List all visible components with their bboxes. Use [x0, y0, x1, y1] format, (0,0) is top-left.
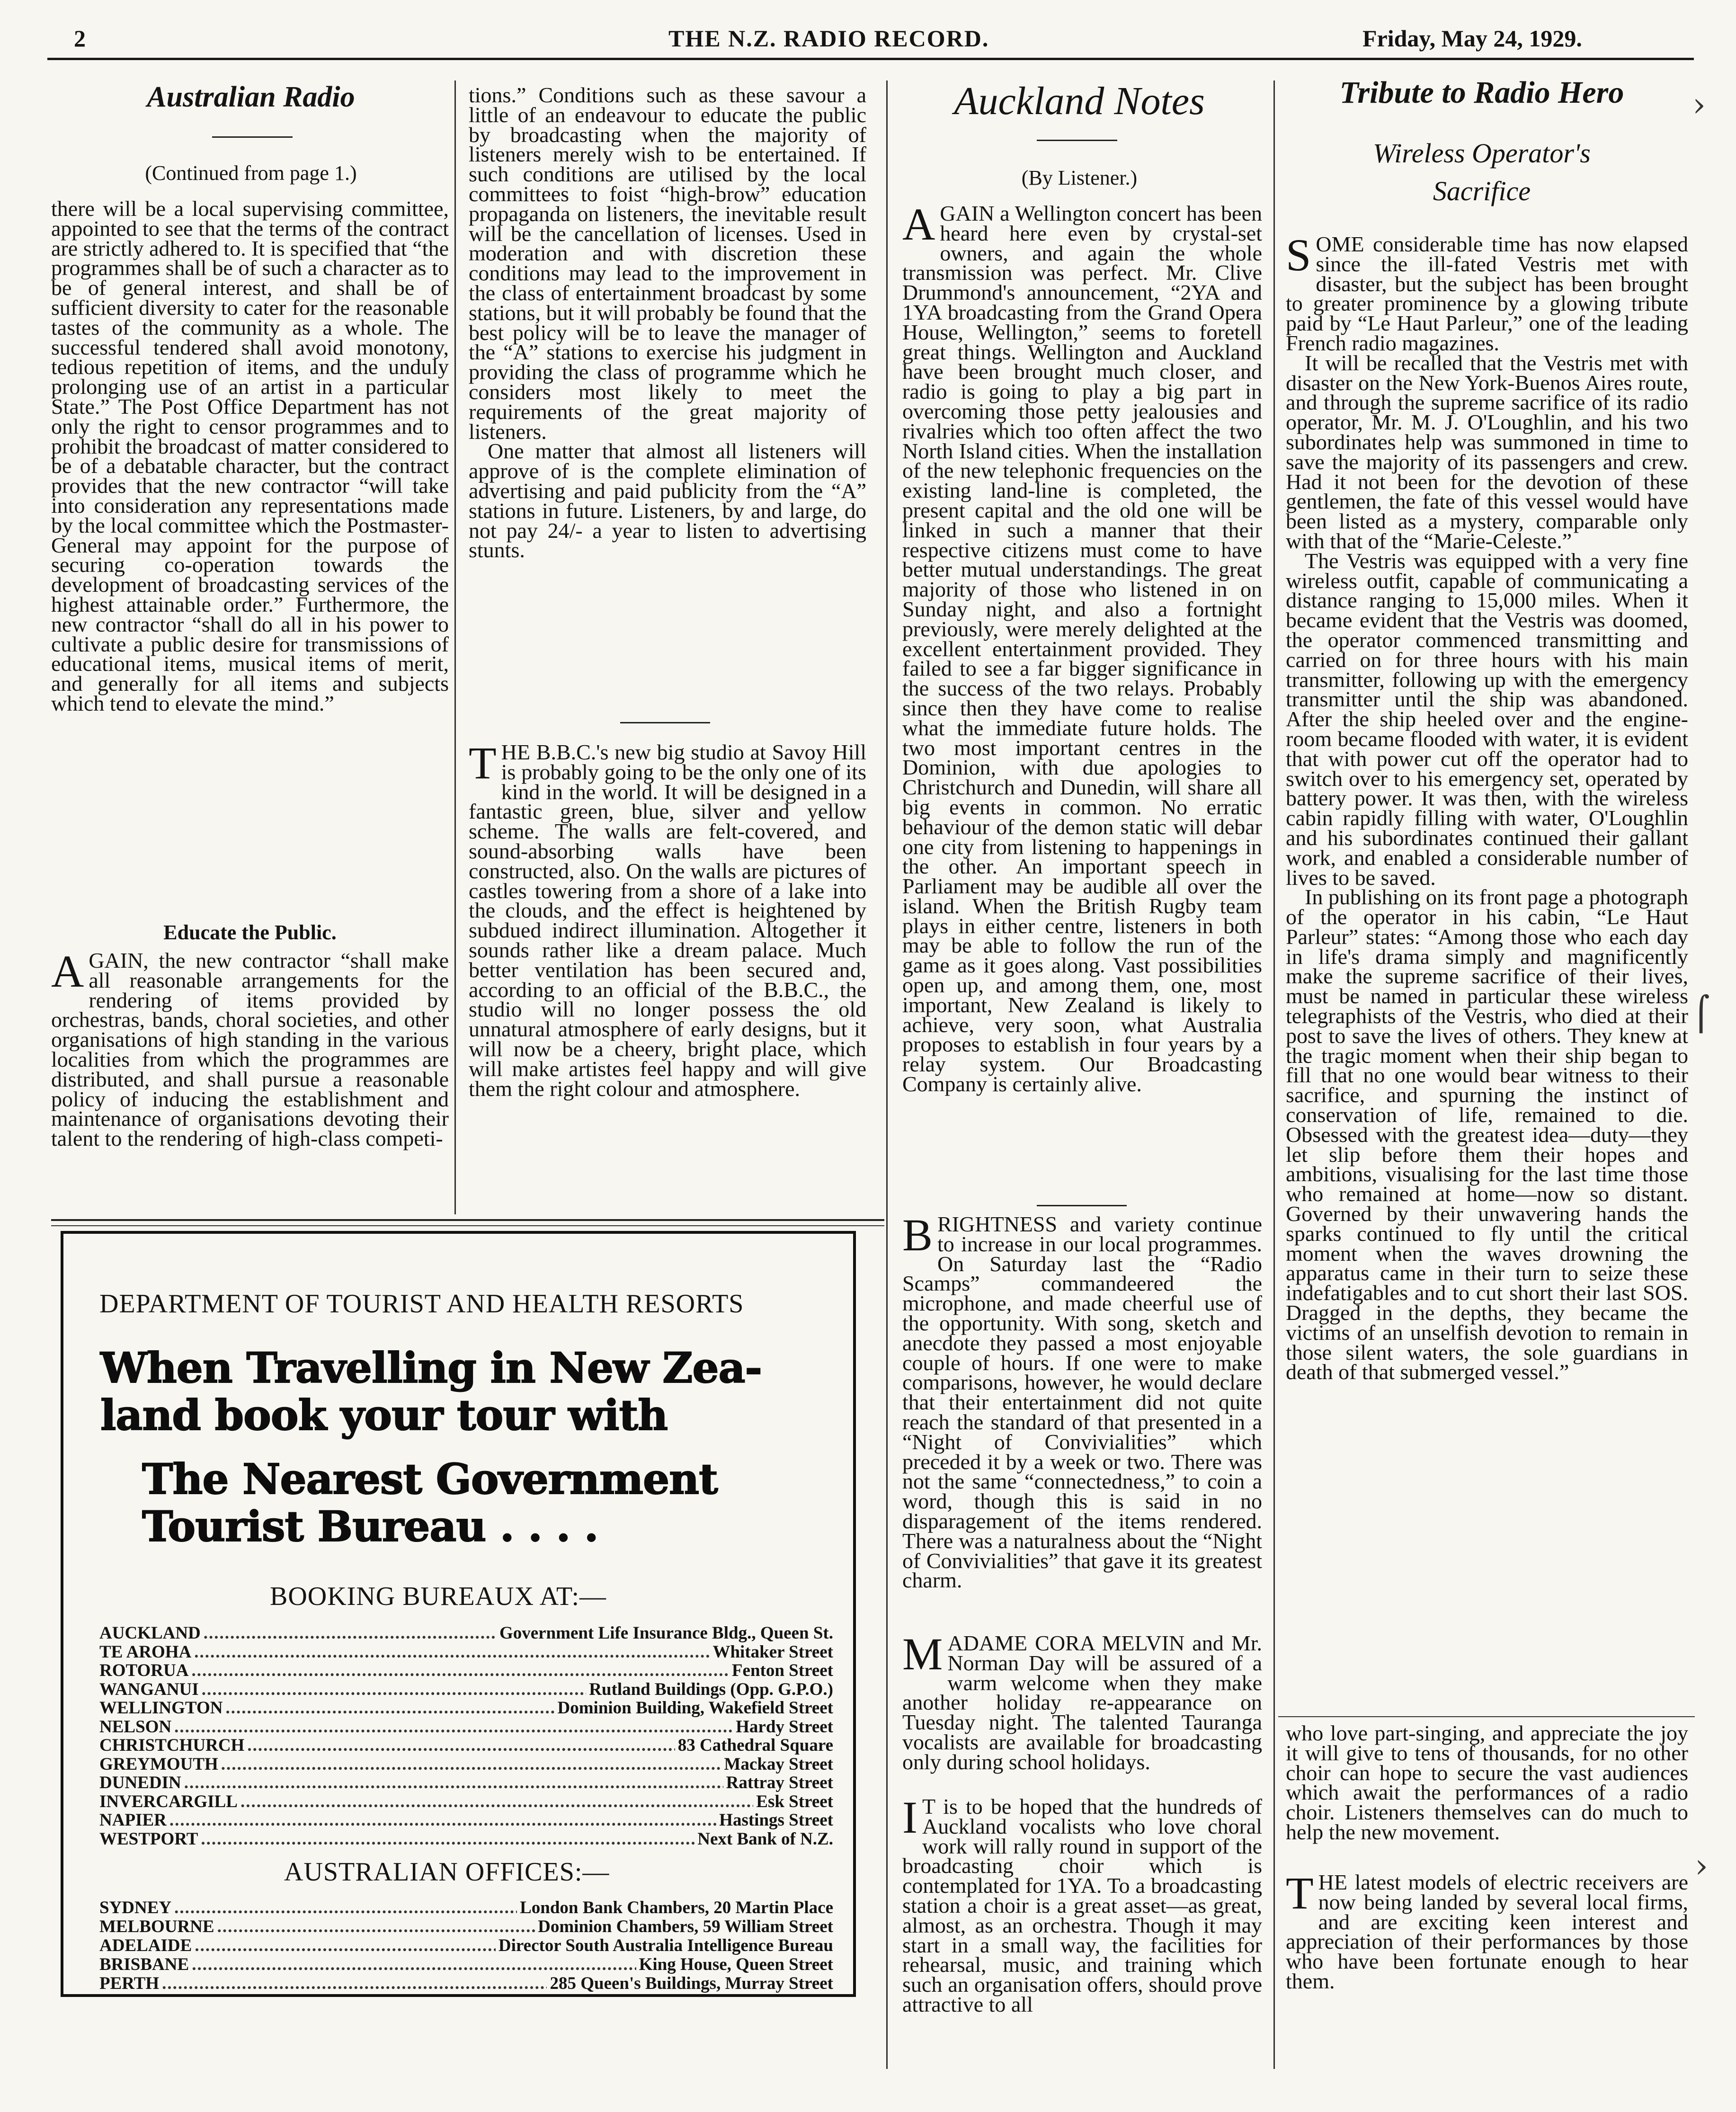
drop-cap: B — [902, 1214, 933, 1260]
office-city: WESTPORT — [99, 1829, 198, 1849]
leader-dots — [174, 1898, 517, 1917]
article-paragraph: tions.” Conditions such as these savour a little of an endeavour to educate the public by broadcasting when the majority of listeners merely wish to be entertained. If such conditions are utilised by the local committees to foist “high-brow” education propaganda on listeners, the inevitable result will be the cancellation of licenses. Used in moderation and with discretion these conditions may lead to the improvement in the class of entertainment broadcast by some stations, but it will probably be found that the best policy will be to leave the manager of the “A” stations to exercise his judgment in providing the class of programme which he considers most likely to meet the requirements of the great majority of listeners. — [469, 85, 866, 444]
office-address: London Bank Chambers, 20 Martin Place — [520, 1898, 833, 1917]
column-rule — [886, 80, 888, 2069]
article-column-3b — [902, 1214, 1262, 1626]
continued-note: (Continued from page 1.) — [145, 161, 357, 185]
drop-cap: I — [902, 1797, 917, 1843]
office-city: MELBOURNE — [99, 1917, 214, 1936]
bureau-row — [99, 1661, 833, 1680]
leader-dots — [217, 1917, 535, 1936]
drop-cap: A — [51, 951, 84, 997]
heading-rule — [212, 136, 293, 138]
article-paragraph: there will be a local supervising committee, appointed to see that the terms of the contract are strictly adhered to. It is specified that “the programmes shall be of such a character as to be of general interest, and shall be of sufficient diversity to cater for the reasonable tastes of the community as a whole. The successful tendered shall avoid monotony, tedious repetition of items, and the unduly prolonging use of an artist in a particular State.” The Post Office Department has not only the right to censor programmes and to prohibit the broadcast of matter considered to be of a debatable character, but the contract provides that the new contractor “will take into consideration any representations made by the local committee which the Postmaster-General may appoint for the purpose of securing co-operation towards the development of broadcasting services of the highest attainable order.” Furthermore, the new contractor “shall do all in his power to cultivate a public desire for transmissions of educational items, musical items of merit, and generally for all items and subjects which tend to elevate the mind.” — [51, 199, 449, 715]
column-rule — [1273, 80, 1275, 2069]
byline: (By Listener.) — [1021, 166, 1138, 189]
office-city: CHRISTCHURCH — [99, 1736, 245, 1755]
section-divider — [620, 722, 710, 723]
leader-dots — [174, 1718, 733, 1737]
article-heading-tribute: Tribute to Radio Hero — [1339, 75, 1624, 110]
bureau-row — [99, 1792, 833, 1811]
article-heading-australian-radio: Australian Radio — [147, 81, 355, 113]
office-address: Dominion Building, Wakefield Street — [557, 1698, 833, 1718]
office-city: ROTORUA — [99, 1661, 189, 1680]
office-address: Hardy Street — [736, 1717, 833, 1737]
leader-dots — [240, 1792, 753, 1811]
article-paragraph: GAIN, the new contractor “shall make all reasonable arrangements for the rendering of items provided by orchestras, bands, choral societies, and other organisations of high standing in the various localities from which the programmes are distributed, and shall pursue a reasonable policy of inducing the establishment and maintenance of organisations devoting their talent to the rendering of high-class competi- — [51, 951, 449, 1151]
office-row — [99, 1936, 833, 1955]
margin-mark-icon: › — [1692, 85, 1706, 124]
article-paragraph: In publishing on its front page a photograph of the operator in his cabin, “Le Haut Parleur” states: “Among those who each day in life's drama simply and magnificently make the supreme sacrifice of their lives, must be named in particular these wireless telegraphists of the Vestris, who died at their post to save the lives of others. They knew at the tragic moment when their ship began to fill that no one would bear witness to their sacrifice, and spurning the instinct of conservation of life, remained to die. Obsessed with the greatest idea—duty—they let slip before them their hopes and ambitions, visualising for the last time those who remained at home—now so distant. Governed by their unwavering hands the sparks continued to fly until the critical moment when the waves drowning the apparatus came in their turn to seize these indefatigables and to cut short their last SOS. Dragged in the depths, they became the victims of an unselfish devotion to remain in those silent waters, the sole guardians in death of that submerged vessel.” — [1286, 885, 1688, 1384]
page-number: 2 — [74, 25, 86, 52]
article-column-4a — [1286, 234, 1688, 1697]
bureau-row — [99, 1773, 833, 1792]
office-address: Whitaker Street — [712, 1642, 833, 1662]
office-address: Director South Australia Intelligence Bureau — [498, 1936, 833, 1955]
office-city: BRISBANE — [99, 1955, 189, 1974]
office-city: NAPIER — [99, 1810, 167, 1830]
article-paragraph: HE B.B.C.'s new big studio at Savoy Hill is probably going to be the only one of its kind in the world. It will be designed in a fantastic green, blue, silver and yellow scheme. The walls are felt-covered, and sound-absorbing walls have been constructed, also. On the walls are pictures of castles towering from a shore of a lake into the clouds, and the effect is heightened by subdued indirect illumination. Altogether it sounds rather like a dream palace. Much better ventilation has been secured and, according to an official of the B.B.C., the studio will no longer possess the old unnatural atmosphere of early designs, but it will now be a cheery, bright place, which will make artistes feel happy and will give them the right colour and atmosphere. — [469, 742, 866, 1101]
office-address: Mackay Street — [724, 1754, 833, 1774]
article-column-4b — [1286, 1723, 1688, 1865]
office-address: Dominion Chambers, 59 William Street — [538, 1917, 833, 1936]
office-address: Rutland Buildings (Opp. G.P.O.) — [589, 1679, 833, 1699]
bureau-row — [99, 1830, 833, 1849]
leader-dots — [201, 1830, 694, 1849]
masthead-rule — [47, 58, 1694, 60]
office-address: 83 Cathedral Square — [677, 1736, 833, 1755]
office-city: PERTH — [99, 1974, 160, 1993]
article-paragraph: who love part-singing, and appreciate the joy it will give to tens of thousands, for no other choir can hope to secure the vast audiences which await the performances of a radio choir. Listeners themselves can do much to help the new movement. — [1286, 1723, 1688, 1844]
article-column-2b — [469, 742, 866, 1216]
article-subheading: Wireless Operator's — [1373, 138, 1591, 169]
bureau-row — [99, 1624, 833, 1643]
office-city: INVERCARGILL — [99, 1791, 238, 1811]
office-address: Next Bank of N.Z. — [697, 1829, 833, 1849]
office-row — [99, 1974, 833, 1993]
ad-booking-heading: BOOKING BUREAUX AT:— — [270, 1582, 607, 1611]
bureau-row — [99, 1699, 833, 1718]
leader-dots — [184, 1773, 723, 1792]
heading-rule — [1037, 140, 1117, 141]
bureau-row — [99, 1811, 833, 1830]
article-column-3d — [902, 1797, 1262, 2074]
advert-top-rule — [51, 1219, 884, 1221]
drop-cap: S — [1286, 234, 1311, 280]
article-paragraph: ADAME CORA MELVIN and Mr. Norman Day will be assured of a warm welcome when they make another holiday re-appearance on Tuesday night. The talented Tauranga vocalists are available for broadcasting only during school holidays. — [902, 1633, 1262, 1774]
article-column-4c — [1286, 1872, 1688, 2071]
office-address: Government Life Insurance Bldg., Queen St. — [499, 1623, 833, 1643]
column-rule — [454, 80, 456, 1214]
leader-dots — [202, 1680, 587, 1699]
article-paragraph: It will be recalled that the Vestris met with disaster on the New York-Buenos Aires route, and through the supreme sacrifice of its radio operator, Mr. M. J. O'Loughlin, and his two subordinates help was summoned in time to save the majority of its passengers and crew. Had it not been for the devotion of these gentlemen, the fate of this vessel would have been listed as a mystery, comparable only with that of the “Marie-Celeste.” — [1286, 350, 1688, 553]
office-row — [99, 1898, 833, 1917]
article-paragraph: GAIN a Wellington concert has been heard here even by crystal-set owners, and again the whole transmission was perfect. Mr. Clive Drummond's announcement, “2YA and 1YA broadcasting from the Grand Opera House, Wellington,” seems to foretell great things. Wellington and Auckland have been brought much closer, and radio is going to play a big part in overcoming those petty jealousies and rivalries which too often affect the two North Island cities. When the installation of the new telephonic frequencies on the existing land-line is completed, the present capital and the old one will be linked in such a manner that their respective citizens must come to have better mutual understandings. The great majority of those who listened in on Sunday night, and also a fortnight previously, were merely delighted at the excellent entertainment provided. They failed to see a far bigger significance in the success of the two relays. Probably since then they have come to realise what the immediate future holds. The two most important centres in the Dominion, with due apologies to Christchurch and Dunedin, will share all big events in common. No erratic behaviour of the demon static will debar one city from listening to happenings in the other. An important speech in Parliament may be audible all over the island. When the British Rugby team plays in either centre, listeners in both may be able to follow the run of the game as it goes along. Vast possibilities open up, and among them, one, most important, New Zealand is likely to achieve, very soon, what Australia proposes to establish in four years by a relay system. Our Broadcasting Company is certainly alive. — [902, 204, 1262, 1096]
leader-dots — [221, 1755, 721, 1774]
article-column-1a — [51, 199, 449, 923]
publication-title: THE N.Z. RADIO RECORD. — [668, 25, 989, 52]
article-paragraph: One matter that almost all listeners will approve of is the complete elimination of advertising and paid publicity from the “A” stations in future. Listeners, by and large, do not pay 24/- a year to listen to advertising stunts. — [469, 439, 866, 562]
article-paragraph: RIGHTNESS and variety continue to increase in our local programmes. On Saturday last the “Radio Scamps” commandeered the microphone, and made cheerful use of the opportunity. With song, sketch and anecdote they passed a most enjoyable couple of hours. If one were to make comparisons, however, he would declare that their entertainment did not quite reach the standard of that presented in a “Night of Convivialities” which preceded it by a week or two. There was not the same “connectedness,” to coin a word, though this is said in no disparagement of the items rendered. There was a naturalness about the “Night of Convivialities” that gave it its greatest charm. — [902, 1214, 1262, 1593]
advert-top-rule — [51, 1225, 884, 1226]
office-address: Esk Street — [756, 1791, 833, 1811]
office-row — [99, 1917, 833, 1936]
office-address: King House, Queen Street — [639, 1955, 833, 1974]
office-address: 285 Queen's Buildings, Murray Street — [550, 1974, 833, 1993]
office-city: SYDNEY — [99, 1898, 172, 1917]
article-paragraph: HE latest models of electric receivers are now being landed by several local firms, and are exciting keen interest and appreciation of their performances by those who have been fortunate enough to hear them. — [1286, 1872, 1688, 1993]
leader-dots — [247, 1736, 675, 1755]
section-divider — [1278, 1716, 1695, 1717]
office-address: Hastings Street — [719, 1810, 833, 1830]
bureau-row — [99, 1718, 833, 1737]
article-column-2a — [469, 85, 866, 694]
office-row — [99, 1955, 833, 1974]
office-city: NELSON — [99, 1717, 172, 1737]
leader-dots — [204, 1624, 497, 1643]
article-column-1b — [51, 951, 449, 1213]
office-city: WANGANUI — [99, 1679, 199, 1699]
article-column-3c — [902, 1633, 1262, 1792]
ad-headline-line2: land book your tour with — [100, 1390, 668, 1440]
article-paragraph: The Vestris was equipped with a very fine wireless outfit, capable of communicating a distance ranging to 15,000 miles. When it became evident that the Vestris was doomed, the operator commenced transmitting and carried on for three hours with his main transmitter, following up with the emergency transmitter until the ship was abandoned. After the ship heeled over and the engine-room became flooded with water, it is evident that with power cut off the operator had to switch over to his emergency set, operated by battery power. It was then, with the wireless cabin rapidly filling with water, O'Loughlin and his subordinates continued their gallant work, and enabled a considerable number of lives to be saved. — [1286, 548, 1688, 890]
ad-australian-heading: AUSTRALIAN OFFICES:— — [284, 1857, 610, 1887]
office-city: TE AROHA — [99, 1642, 192, 1662]
margin-mark-icon: › — [1695, 1846, 1708, 1885]
ad-department: DEPARTMENT OF TOURIST AND HEALTH RESORTS — [99, 1289, 744, 1319]
office-city: WELLINGTON — [99, 1698, 223, 1718]
ad-headline-line1: When Travelling in New Zea- — [100, 1343, 762, 1392]
issue-date: Friday, May 24, 1929. — [1362, 25, 1582, 52]
leader-dots — [195, 1936, 496, 1955]
subhead-educate-public: Educate the Public. — [163, 921, 337, 944]
office-city: ADELAIDE — [99, 1936, 192, 1955]
article-heading-auckland-notes: Auckland Notes — [954, 79, 1205, 123]
bureau-row — [99, 1680, 833, 1699]
drop-cap: T — [469, 742, 497, 788]
bureau-row — [99, 1755, 833, 1774]
bureau-row — [99, 1736, 833, 1755]
article-paragraph: T is to be hoped that the hundreds of Auckland vocalists who love choral work will rally round in support of the broadcasting choir which is contemplated for 1YA. To a broadcasting station a choir is a great asset—as great, almost, as an orchestra. Though it may start in a small way, the facilities for rehearsal, music, and training which such an organisation offers, should prove attractive to all — [902, 1797, 1262, 2016]
article-column-3a — [902, 204, 1262, 1198]
ad-bureau-line2: Tourist Bureau . . . . — [142, 1502, 598, 1551]
office-city: GREYMOUTH — [99, 1754, 218, 1774]
bureau-row — [99, 1643, 833, 1662]
office-city: DUNEDIN — [99, 1773, 181, 1792]
ad-bureau-line1: The Nearest Government — [142, 1454, 718, 1504]
section-divider — [1037, 1205, 1127, 1206]
drop-cap: A — [902, 204, 935, 250]
leader-dots — [191, 1661, 729, 1680]
article-paragraph: OME considerable time has now elapsed since the ill-fated Vestris met with disaster, but the subject has been brought to greater prominence by a glowing tribute paid by “Le Haut Parleur,” one of the leading French radio magazines. — [1286, 234, 1688, 355]
leader-dots — [169, 1811, 716, 1830]
article-subheading: Sacrifice — [1433, 176, 1531, 206]
drop-cap: M — [902, 1633, 943, 1679]
office-address: Rattray Street — [726, 1773, 833, 1792]
office-address: Fenton Street — [731, 1661, 833, 1680]
leader-dots — [162, 1974, 547, 1993]
margin-mark-icon: ⌠ — [1692, 994, 1710, 1033]
leader-dots — [225, 1699, 554, 1718]
office-city: AUCKLAND — [99, 1623, 201, 1643]
leader-dots — [194, 1643, 710, 1662]
leader-dots — [192, 1955, 636, 1974]
drop-cap: T — [1286, 1872, 1314, 1918]
